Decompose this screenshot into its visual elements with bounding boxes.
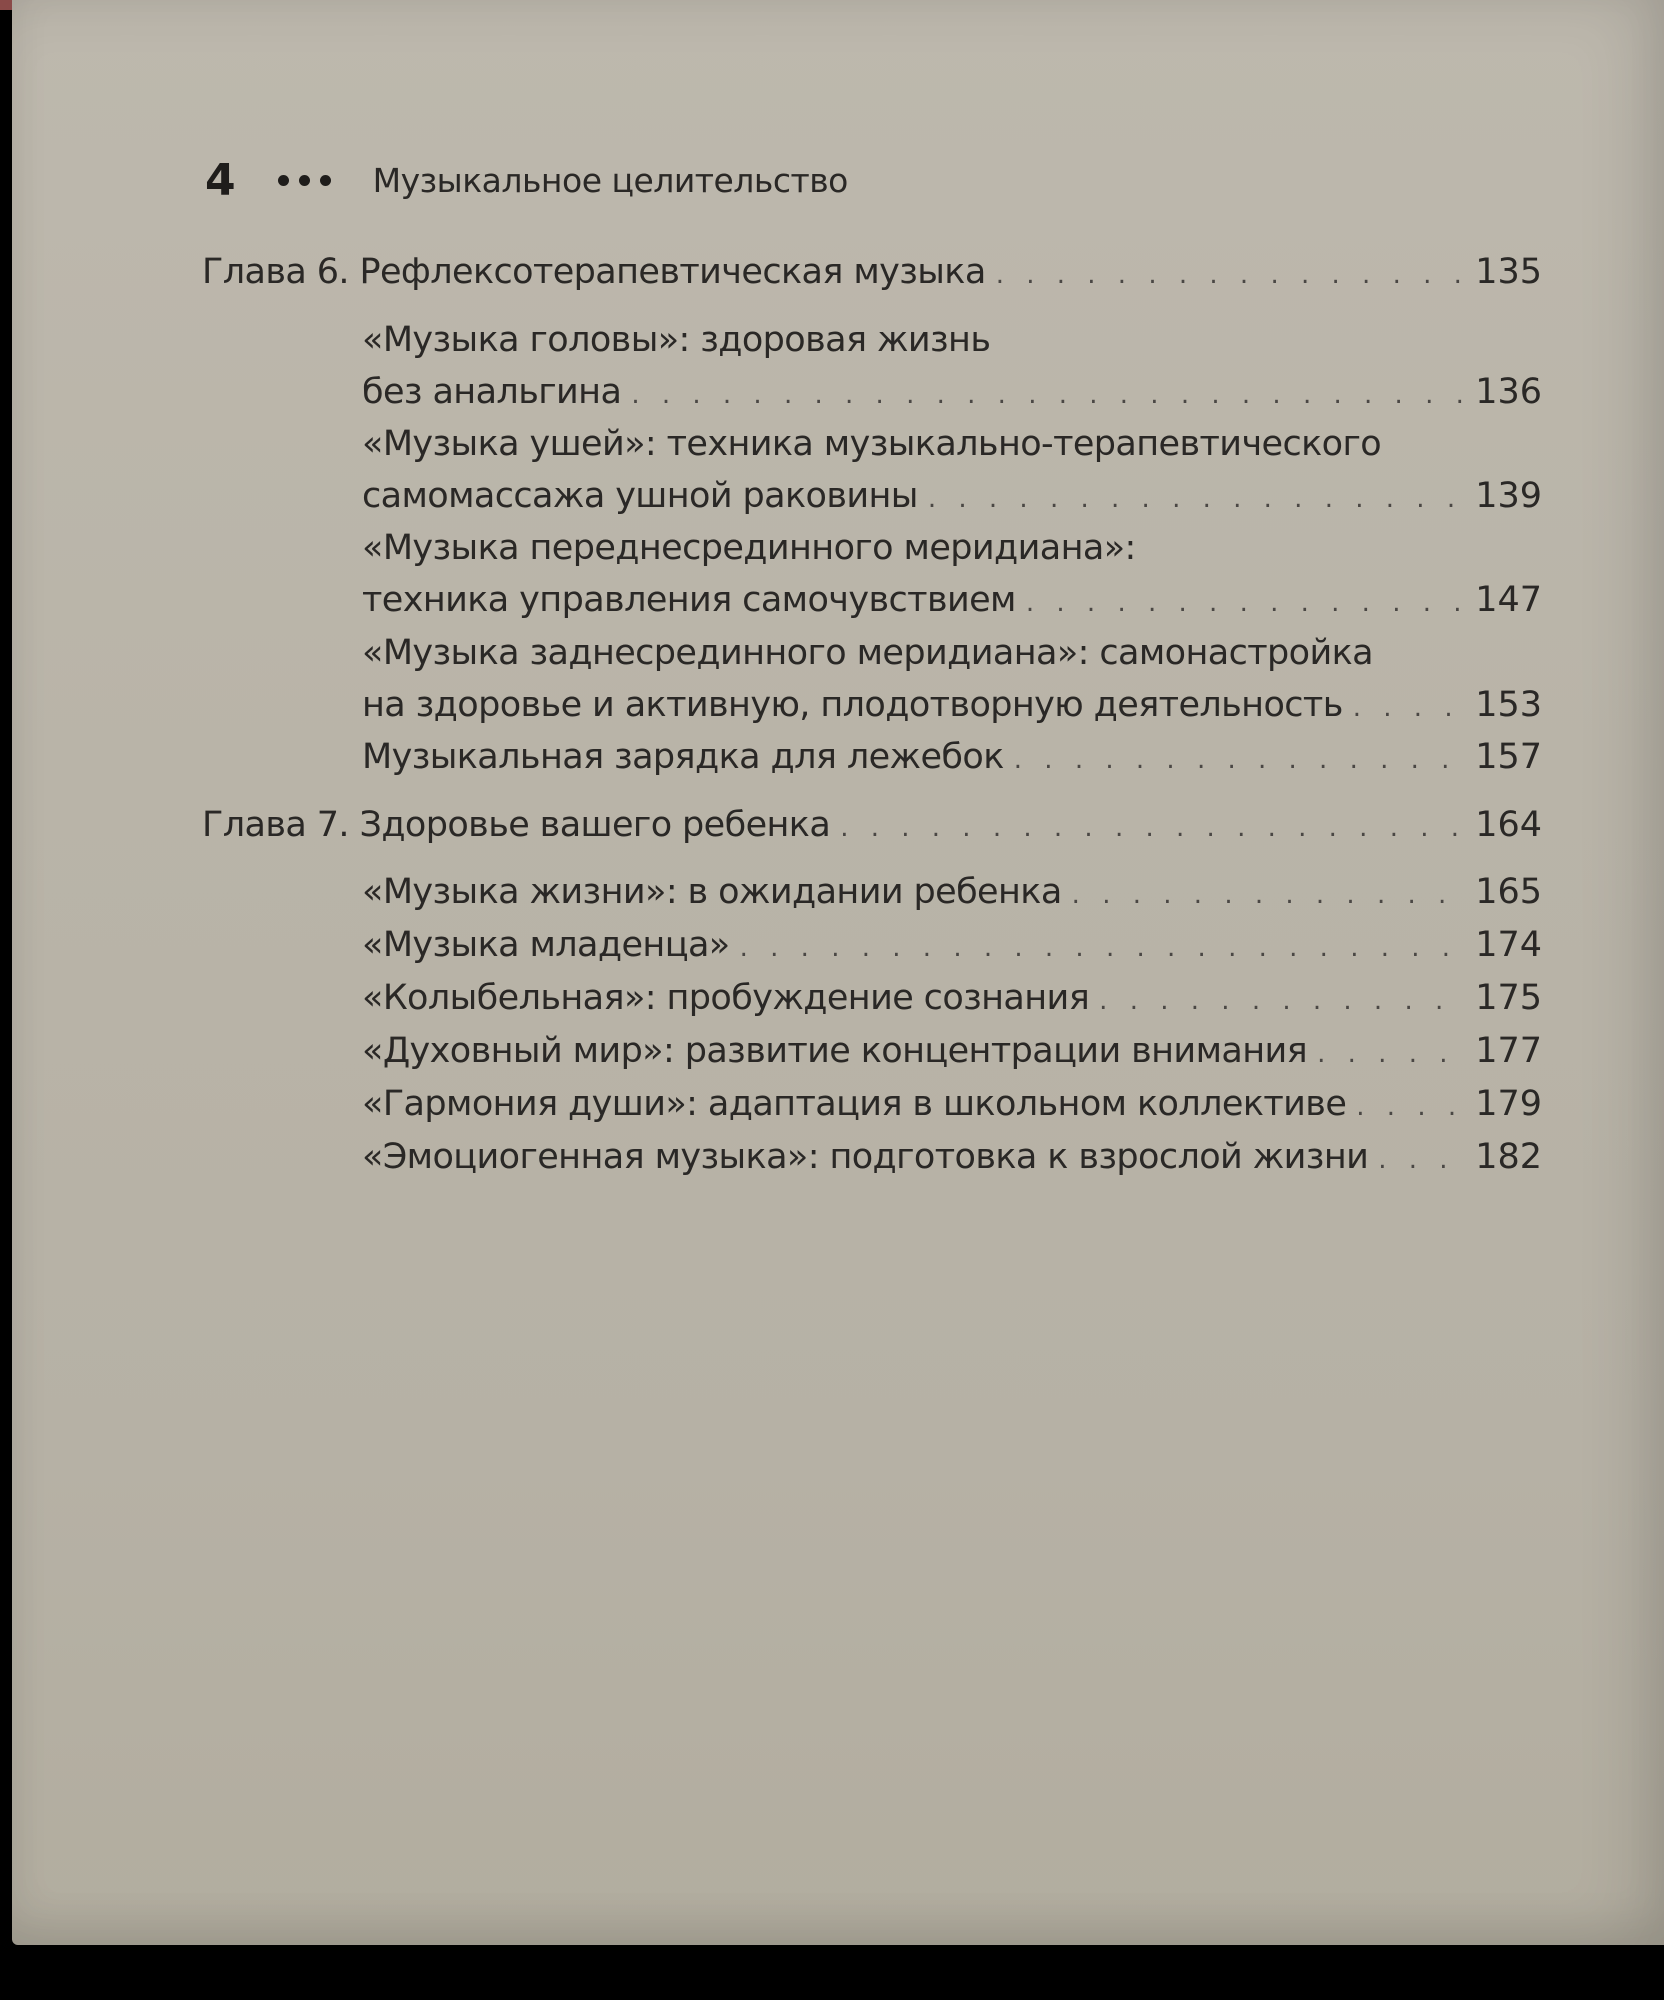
dot-leader xyxy=(1099,986,1462,1016)
dot-leader xyxy=(1378,1145,1462,1175)
entry-title: Музыкальная зарядка для лежебок xyxy=(362,737,1004,777)
entry-title: техника управления самочувствием xyxy=(362,580,1016,620)
entry-page: 165 xyxy=(1475,872,1542,912)
toc-entry-line xyxy=(362,633,1373,673)
toc-entry xyxy=(362,925,1542,965)
dot-leader xyxy=(1014,745,1462,775)
toc-entry xyxy=(362,1031,1542,1071)
entry-title: «Духовный мир»: развитие концентрации внимания xyxy=(362,1031,1308,1071)
dot-leader xyxy=(1356,1092,1462,1122)
entry-page: 157 xyxy=(1475,737,1542,777)
entry-title: без анальгина xyxy=(362,372,622,412)
dot-leader xyxy=(840,813,1462,843)
toc-entry xyxy=(362,872,1542,912)
toc-entry-line xyxy=(362,424,1381,464)
entry-title: «Музыка ушей»: техника музыкально-терапевтического xyxy=(362,424,1382,464)
toc-entry xyxy=(362,737,1542,777)
entry-title: «Музыка заднесрединного меридиана»: самонастройка xyxy=(362,633,1373,673)
entry-title: «Колыбельная»: пробуждение сознания xyxy=(362,978,1090,1018)
dot-leader xyxy=(928,484,1462,514)
entry-title: на здоровье и активную, плодотворную деятельность xyxy=(362,685,1343,725)
entry-title: самомассажа ушной раковины xyxy=(362,476,918,516)
entry-title: «Музыка головы»: здоровая жизнь xyxy=(362,320,991,360)
dot-leader xyxy=(1072,880,1462,910)
entry-page: 147 xyxy=(1475,580,1542,620)
entry-page: 179 xyxy=(1475,1084,1542,1124)
toc-entry xyxy=(362,685,1542,725)
toc-entry xyxy=(362,1084,1542,1124)
toc-chapter-7 xyxy=(202,805,1542,845)
entry-title: «Гармония души»: адаптация в школьном коллективе xyxy=(362,1084,1347,1124)
running-header xyxy=(205,150,848,210)
dot-leader xyxy=(1026,588,1462,618)
dot-leader xyxy=(740,933,1462,963)
chapter-title: Глава 7. Здоровье вашего ребенка xyxy=(202,805,831,845)
three-dots-icon xyxy=(278,175,331,186)
toc-entry xyxy=(362,372,1542,412)
dot-leader xyxy=(996,260,1462,290)
entry-page: 139 xyxy=(1475,476,1542,516)
toc-entry xyxy=(362,476,1542,516)
entry-page: 153 xyxy=(1475,685,1542,725)
dot-leader xyxy=(631,380,1462,410)
chapter-page: 135 xyxy=(1475,252,1542,292)
toc-entry xyxy=(362,580,1542,620)
toc-entry xyxy=(362,978,1542,1018)
entry-page: 175 xyxy=(1475,978,1542,1018)
entry-page: 136 xyxy=(1475,372,1542,412)
entry-title: «Эмоциогенная музыка»: подготовка к взрослой жизни xyxy=(362,1137,1369,1177)
page-number: 4 xyxy=(205,154,236,206)
chapter-page: 164 xyxy=(1475,805,1542,845)
toc-entry xyxy=(362,1137,1542,1177)
toc-entry-line xyxy=(362,528,1136,568)
entry-page: 174 xyxy=(1475,925,1542,965)
entry-title: «Музыка младенца» xyxy=(362,925,730,965)
dot-leader xyxy=(1353,693,1462,723)
entry-title: «Музыка жизни»: в ожидании ребенка xyxy=(362,872,1062,912)
dot-leader xyxy=(1317,1039,1462,1069)
running-title: Музыкальное целительство xyxy=(372,160,848,200)
entry-title: «Музыка переднесрединного меридиана»: xyxy=(362,528,1136,568)
toc-entry-line xyxy=(362,320,990,360)
toc-chapter-6 xyxy=(202,252,1542,292)
entry-page: 182 xyxy=(1475,1137,1542,1177)
entry-page: 177 xyxy=(1475,1031,1542,1071)
chapter-title: Глава 6. Рефлексотерапевтическая музыка xyxy=(202,252,986,292)
